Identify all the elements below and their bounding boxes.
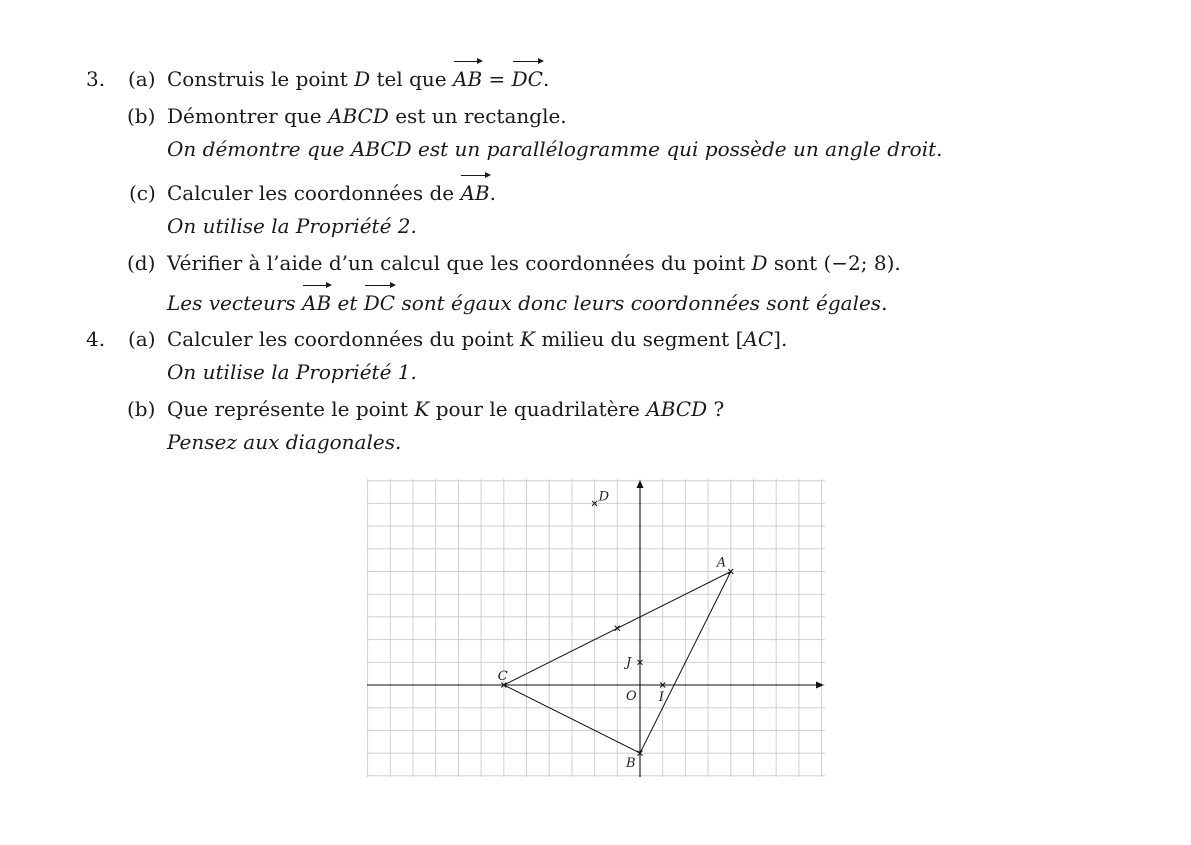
point-label: B xyxy=(626,756,636,772)
y-axis-arrow xyxy=(637,480,644,488)
hint-text: Pensez aux diagonales. xyxy=(167,430,402,454)
point-label: D xyxy=(598,489,610,505)
point-i xyxy=(658,683,666,706)
point-label: C xyxy=(497,669,508,684)
item-label: (c) xyxy=(129,181,156,205)
hint-text: On utilise la Propriété 2. xyxy=(167,214,417,238)
hint-text: On utilise la Propriété 1. xyxy=(167,360,417,384)
coordinate-plane xyxy=(367,479,825,777)
item-text: Que représente le point K pour le quadrilatère ABCD ? xyxy=(167,397,725,421)
item-label: (d) xyxy=(127,251,156,275)
item-label: (b) xyxy=(127,397,156,421)
vector-dc: DC xyxy=(511,67,543,91)
item-text: Construis le point D tel que AB = DC. xyxy=(167,67,550,91)
point-label: J xyxy=(626,655,632,671)
item-number: 4. xyxy=(86,327,106,351)
origin-label: O xyxy=(626,689,637,704)
hint-text: Les vecteurs AB et DC sont égaux donc leurs coordonnées sont égales. xyxy=(167,291,888,315)
points xyxy=(498,489,734,771)
vector-dc: DC xyxy=(363,291,396,315)
item-number: 3. xyxy=(86,67,106,91)
item-label: (a) xyxy=(128,67,156,91)
point-label: I xyxy=(658,690,664,705)
hint-text: On démontre que ABCD est un parallélogramme qui possède un angle droit. xyxy=(167,137,943,161)
item-text: Calculer les coordonnées de AB. xyxy=(167,181,496,205)
grid xyxy=(367,479,825,777)
vector-ab: AB xyxy=(460,181,490,205)
item-label: (b) xyxy=(127,104,156,128)
item-text: Démontrer que ABCD est un rectangle. xyxy=(167,104,567,128)
vector-ab: AB xyxy=(453,67,483,91)
item-text: Calculer les coordonnées du point K milieu du segment [AC]. xyxy=(167,327,788,351)
coordinate-figure xyxy=(367,479,825,777)
point-label: A xyxy=(716,555,727,571)
x-axis-arrow xyxy=(816,682,824,689)
item-label: (a) xyxy=(128,327,156,351)
vector-ab: AB xyxy=(302,291,332,315)
item-text: Vérifier à l’aide d’un calcul que les coordonnées du point D sont (−2; 8). xyxy=(167,251,901,275)
